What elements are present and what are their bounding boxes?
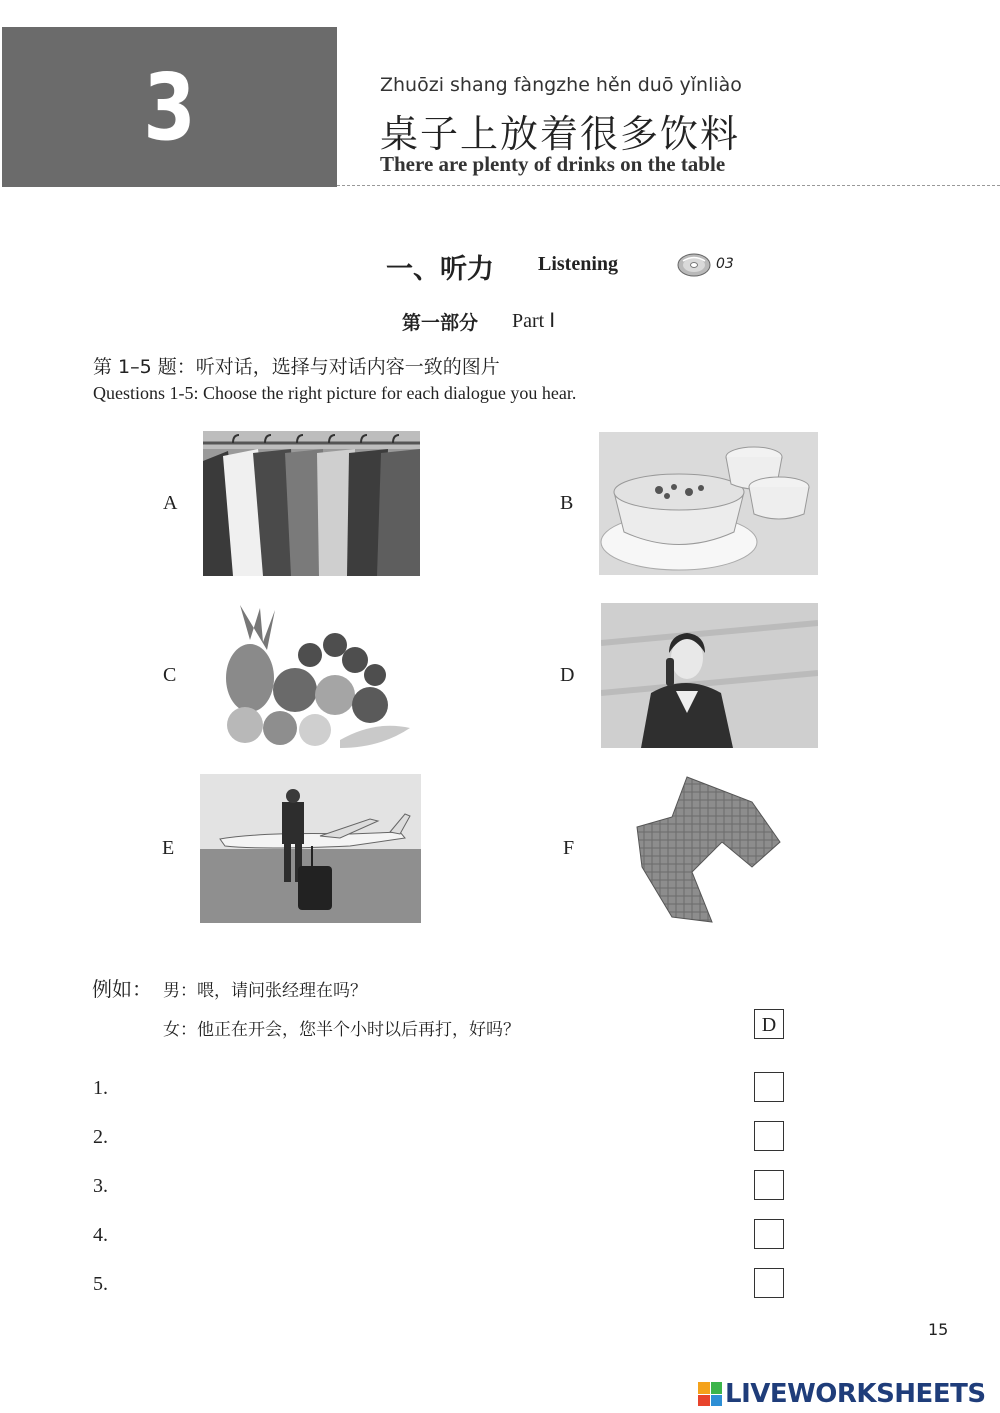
question-number-1: 1.: [93, 1077, 108, 1099]
answer-box-1[interactable]: [754, 1072, 784, 1102]
audio-cd-icon[interactable]: [677, 251, 711, 277]
option-letter-c: C: [163, 664, 177, 686]
header-divider: [337, 185, 1000, 186]
option-letter-f: F: [563, 837, 575, 859]
part-title-chinese: 第一部分: [402, 312, 479, 334]
section-title-chinese: 一、听力: [386, 254, 494, 285]
section-title-english: Listening: [538, 253, 619, 275]
question-number-3: 3.: [93, 1175, 108, 1197]
page-number: 15: [928, 1320, 949, 1339]
liveworksheets-wordmark: LIVEWORKSHEETS: [725, 1379, 986, 1409]
picture-a-shirts[interactable]: [203, 431, 420, 576]
lesson-number-block: [2, 27, 337, 187]
picture-b-dessert[interactable]: [599, 432, 818, 575]
badge-square: [711, 1395, 723, 1407]
picture-f-trousers[interactable]: [632, 772, 782, 924]
badge-square: [698, 1382, 710, 1394]
instructions-english: Questions 1-5: Choose the right picture for each dialogue you hear.: [93, 383, 577, 403]
part-title-english: Part Ⅰ: [512, 310, 556, 332]
liveworksheets-badge-icon: [698, 1382, 722, 1406]
question-number-4: 4.: [93, 1224, 108, 1246]
answer-box-2[interactable]: [754, 1121, 784, 1151]
lesson-title-chinese: 桌子上放着很多饮料: [380, 112, 741, 156]
answer-box-3[interactable]: [754, 1170, 784, 1200]
question-number-2: 2.: [93, 1126, 108, 1148]
picture-d-woman-phone[interactable]: [601, 603, 818, 748]
picture-c-fruit[interactable]: [205, 600, 415, 752]
example-dialogue-man: 男：喂，请问张经理在吗？: [163, 981, 367, 1001]
answer-box-5[interactable]: [754, 1268, 784, 1298]
example-answer-box: D: [754, 1009, 784, 1039]
option-letter-d: D: [560, 664, 575, 686]
instructions-chinese: 第 1–5 题：听对话，选择与对话内容一致的图片: [93, 356, 500, 378]
answer-box-4[interactable]: [754, 1219, 784, 1249]
lesson-title-english: There are plenty of drinks on the table: [380, 152, 726, 176]
question-number-5: 5.: [93, 1273, 108, 1295]
audio-track-number: 03: [716, 256, 734, 272]
lesson-number: 3: [143, 53, 196, 161]
example-label: 例如：: [92, 977, 152, 1001]
option-letter-a: A: [163, 492, 178, 514]
option-letter-b: B: [560, 492, 574, 514]
liveworksheets-logo[interactable]: [698, 1378, 986, 1410]
lesson-title-pinyin: Zhuōzi shang fàngzhe hěn duō yǐnliào: [380, 74, 742, 96]
option-letter-e: E: [162, 837, 175, 859]
picture-e-traveler-plane[interactable]: [200, 774, 421, 923]
badge-square: [698, 1395, 710, 1407]
badge-square: [711, 1382, 723, 1394]
example-dialogue-woman: 女：他正在开会，您半个小时以后再打，好吗？: [163, 1020, 520, 1040]
